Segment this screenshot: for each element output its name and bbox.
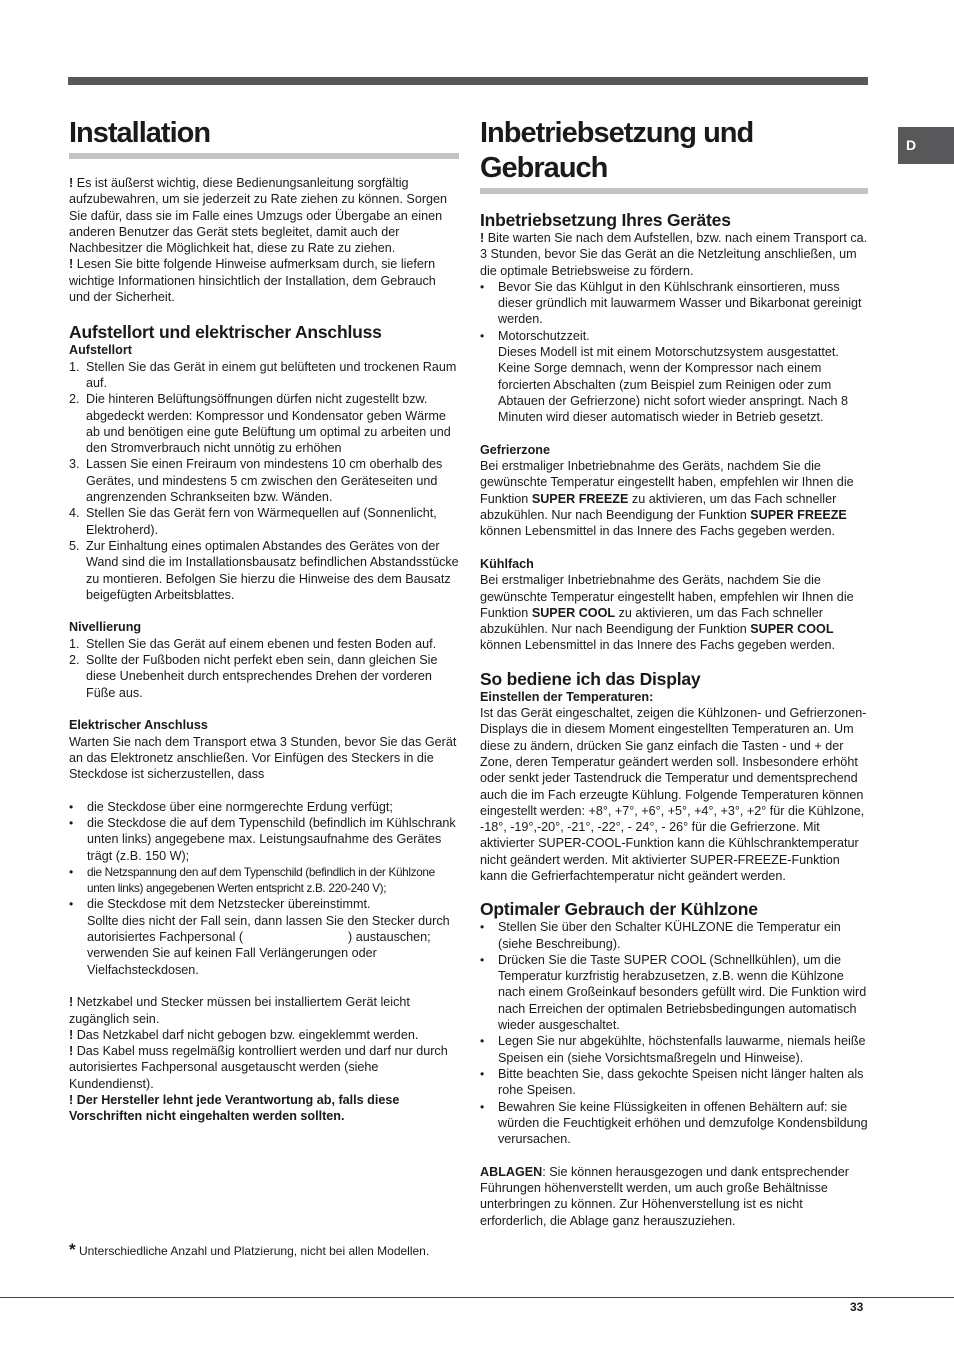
list-item: • Motorschutzzeit.	[480, 328, 590, 343]
list-item: 1. Stellen Sie das Gerät auf einem ebenen und festen Boden auf.	[69, 636, 437, 651]
warning-2: ! Das Netzkabel darf nicht gebogen bzw. eingeklemmt werden.	[69, 1027, 419, 1042]
inbetriebsetzung-title: Inbetriebsetzung und Gebrauch	[480, 117, 754, 184]
intro-paragraph-2: ! Lesen Sie bitte folgende Hinweise aufmerksam durch, sie liefern wichtige Informationen hinsichtlich der Installation, dem Gebrauch und der Sicherheit.	[69, 257, 436, 305]
list-item: • die Steckdose mit dem Netzstecker übereinstimmt.	[69, 897, 371, 912]
list-item: • Legen Sie nur abgekühlte, höchstenfalls lauwarme, niemals heiße Speisen ein (siehe Vorsichtsmaßregeln und Hinweise).	[480, 1034, 866, 1065]
nivellierung-list	[69, 636, 459, 701]
list-item: 2. Sollte der Fußboden nicht perfekt eben sein, dann gleichen Sie diese Unebenheit durch entsprechendes Drehen der vorderen Füße aus.	[69, 653, 438, 700]
list-item: 2. Die hinteren Belüftungsöffnungen dürfen nicht zugestellt bzw. abgedeckt werden: Kompressor und Kondensator geben Wärme ab und benötigen eine gute Belüftung um optimal zu arbeiten und den Stromverbrauch nicht unnötig zu erhöhen	[69, 392, 451, 456]
elektrischer-anschluss-text: Warten Sie nach dem Transport etwa 3 Stunden, bevor Sie das Gerät an das Elektronetz anschließen. Vor Einfügen des Steckers in die Steckdose ist sicherzustellen, dass	[69, 734, 457, 782]
section-kuehlzone: Optimaler Gebrauch der Kühlzone	[480, 899, 758, 920]
inbetriebsetzung-intro: ! Bite warten Sie nach dem Aufstellen, bzw. nach einem Transport ca. 3 Stunden, bevor Sie das Gerät an die Netzleitung anschließen, um die optimale Betriebsweise zu fördern.	[480, 231, 868, 278]
gefrierzone-heading: Gefrierzone	[480, 442, 550, 457]
kuehlfach-heading: Kühlfach	[480, 556, 534, 571]
section-display: So bediene ich das Display	[480, 668, 701, 689]
list-item: • Stellen Sie über den Schalter KÜHLZONE die Temperatur ein (siehe Beschreibung).	[480, 920, 841, 951]
language-tab: D	[898, 127, 954, 164]
elektro-list	[69, 799, 459, 913]
warning-1: ! Netzkabel und Stecker müssen bei installiertem Gerät leicht zugänglich sein.	[69, 995, 410, 1026]
section-inbetriebsetzung: Inbetriebsetzung Ihres Gerätes	[480, 210, 731, 230]
list-item: • Bewahren Sie keine Flüssigkeiten in offenen Behältern auf: sie würden die Feuchtigkeit erhöhen und demzufolge Kondensbildung verursachen.	[480, 1099, 868, 1147]
list-item: • Bevor Sie das Kühlgut in den Kühlschrank einsortieren, muss dieser gründlich mit lauwarmem Wasser und Bikarbonat gereinigt werden.	[480, 279, 862, 327]
page-number: 33	[850, 1300, 864, 1314]
list-item: 1. Stellen Sie das Gerät in einem gut belüfteten und trockenen Raum auf.	[69, 359, 457, 390]
motorschutz-text: Dieses Modell ist mit einem Motorschutzsystem ausgestattet. Keine Sorge demnach, wenn der Kompressor nach einem forcierten Abschalten (zum Beispiel zum Reinigen oder zum Abtauen der Gefrierzone) nicht sofort wieder anspringt. Nach 8 Minuten wird dieser automatisch wieder in Betrieb gesetzt.	[498, 345, 849, 425]
elektrischer-anschluss-heading: Elektrischer Anschluss	[69, 718, 208, 733]
list-item: • Bitte beachten Sie, dass gekochte Speisen nicht länger halten als rohe Speisen.	[480, 1066, 864, 1098]
list-item: • die Netzspannung den auf dem Typenschild (befindlich in der Kühlzone unten links) angegebenen Werten entspricht z.B. 220-240 V);	[69, 864, 435, 896]
list-item: • die Steckdose die auf dem Typenschild (befindlich im Kühlschrank unten links) angegebene max. Leistungsaufnahme des Gerätes trägt (z.B. 150 W);	[69, 815, 456, 863]
kuehlzone-list	[480, 919, 868, 1147]
top-bar	[68, 77, 868, 85]
list-item: 5. Zur Einhaltung eines optimalen Abstandes des Gerätes von der Wand sind die im Installationsbausatz befindlichen Abstandsstücke zu montieren. Befolgen Sie hierzu die Hinweise des dem Bausatz beigefügten Arbeitsblattes.	[69, 538, 459, 602]
aufstellort-heading: Aufstellort	[69, 343, 132, 358]
elektro-continuation: Sollte dies nicht der Fall sein, dann lassen Sie den Stecker durch autorisiertes Fachpersonal ( ) austauschen; verwenden Sie auf keinen Fall Verlängerungen oder Vielfachsteckdosen.	[87, 913, 454, 977]
list-item: 4. Stellen Sie das Gerät fern von Wärmequellen auf (Sonnenlicht, Elektroherd).	[69, 506, 437, 537]
ablagen-text: ABLAGEN: Sie können herausgezogen und dank entsprechender Führungen höhenverstellt werden, um auch große Behältnisse unterbringen zu können. Zur Höhenverstellung ist es nicht erforderlich, die Ablage ganz herauszuziehen.	[480, 1164, 849, 1228]
installation-title: Installation	[69, 117, 211, 149]
display-subheading: Einstellen der Temperaturen:	[480, 689, 654, 704]
list-item: • Drücken Sie die Taste SUPER COOL (Schnellkühlen), um die Temperatur kurzfristig herabzusetzen, z.B. wenn die Kühlzone nach einem Großeinkauf besonders gefüllt wird. Die Funktion wird nach Erreichen der optimalen Betriebsbedingungen automatisch wieder ausgeschaltet.	[480, 952, 867, 1033]
section-aufstellort-anschluss: Aufstellort und elektrischer Anschluss	[69, 322, 382, 343]
list-item: • die Steckdose über eine normgerechte Erdung verfügt;	[69, 799, 393, 814]
gefrierzone-text: Bei erstmaliger Inbetriebnahme des Geräts, nachdem Sie die gewünschte Temperatur eingestellt haben, empfehlen wir Ihnen die Funktion SUPER FREEZE zu aktivieren, um das Fach schneller abzukühlen. Nur nach Beendigung der Funktion SUPER FREEZE können Lebensmittel in das Innere des Fachs gegeben werden.	[480, 459, 854, 539]
aufstellort-list	[69, 359, 459, 603]
list-item: 3. Lassen Sie einen Freiraum von mindestens 10 cm oberhalb des Gerätes, und mindestens 5 cm zwischen den Geräteseiten und angrenzenden Schrankseiten bzw. Wänden.	[69, 457, 443, 505]
intro-paragraph-1: ! Es ist äußerst wichtig, diese Bedienungsanleitung sorgfältig aufzubewahren, um sie jederzeit zu Rate ziehen zu können. Sorgen Sie dafür, dass sie im Falle eines Umzugs oder Übergabe an einen anderen Benutzer das Gerät stets begleitet, damit auch der Nachbesitzer die Möglichkeit hat, diese zu Rate zu ziehen.	[69, 176, 448, 256]
inbetriebsetzung-list	[480, 279, 868, 344]
right-column	[480, 116, 868, 1229]
final-warning: ! Der Hersteller lehnt jede Verantwortung ab, falls diese Vorschriften nicht eingehalten werden sollten.	[69, 1093, 400, 1124]
footnote: * Unterschiedliche Anzahl und Platzierung, nicht bei allen Modellen.	[69, 1240, 430, 1259]
bottom-rule	[0, 1297, 954, 1298]
left-column	[69, 116, 459, 1125]
kuehlfach-text: Bei erstmaliger Inbetriebnahme des Geräts, nachdem Sie die gewünschte Temperatur eingestellt haben, empfehlen wir Ihnen die Funktion SUPER COOL zu aktivieren, um das Fach schneller abzukühlen. Nur nach Beendigung der Funktion SUPER COOL können Lebensmittel in das Innere des Fachs gegeben werden.	[480, 573, 854, 653]
nivellierung-heading: Nivellierung	[69, 620, 142, 635]
display-text: Ist das Gerät eingeschaltet, zeigen die Kühlzonen- und Gefrierzonen-Displays die in diesem Moment eingestellten Temperaturen an. Um diese zu ändern, drücken Sie ganz einfach die Tasten - und + der Zone, deren Temperatur geändert werden soll. Insbesondere erhöht oder senkt jeder Tastendruck die Temperatur und dementsprechend auch die im Fach erzeugte Kühlung. Folgende Temperaturen können eingestellt werden: +8°, +7°, +6°, +5°, +4°, +3°, +2° für die Kühlzone, -18°, -19°,-20°, -21°, -22°, - 24°, - 26° für die Gefrierzone. Mit aktivierter SUPER-COOL-Funktion kann die Kühlschranktemperatur nicht geändert werden. Mit aktivierter SUPER-FREEZE-Funktion kann die Gefrierfachtemperatur nicht geändert werden.	[480, 706, 867, 883]
warning-3: ! Das Kabel muss regelmäßig kontrolliert werden und darf nur durch autorisiertes Fachpersonal ausgetauscht werden (siehe Kundendienst).	[69, 1044, 448, 1091]
